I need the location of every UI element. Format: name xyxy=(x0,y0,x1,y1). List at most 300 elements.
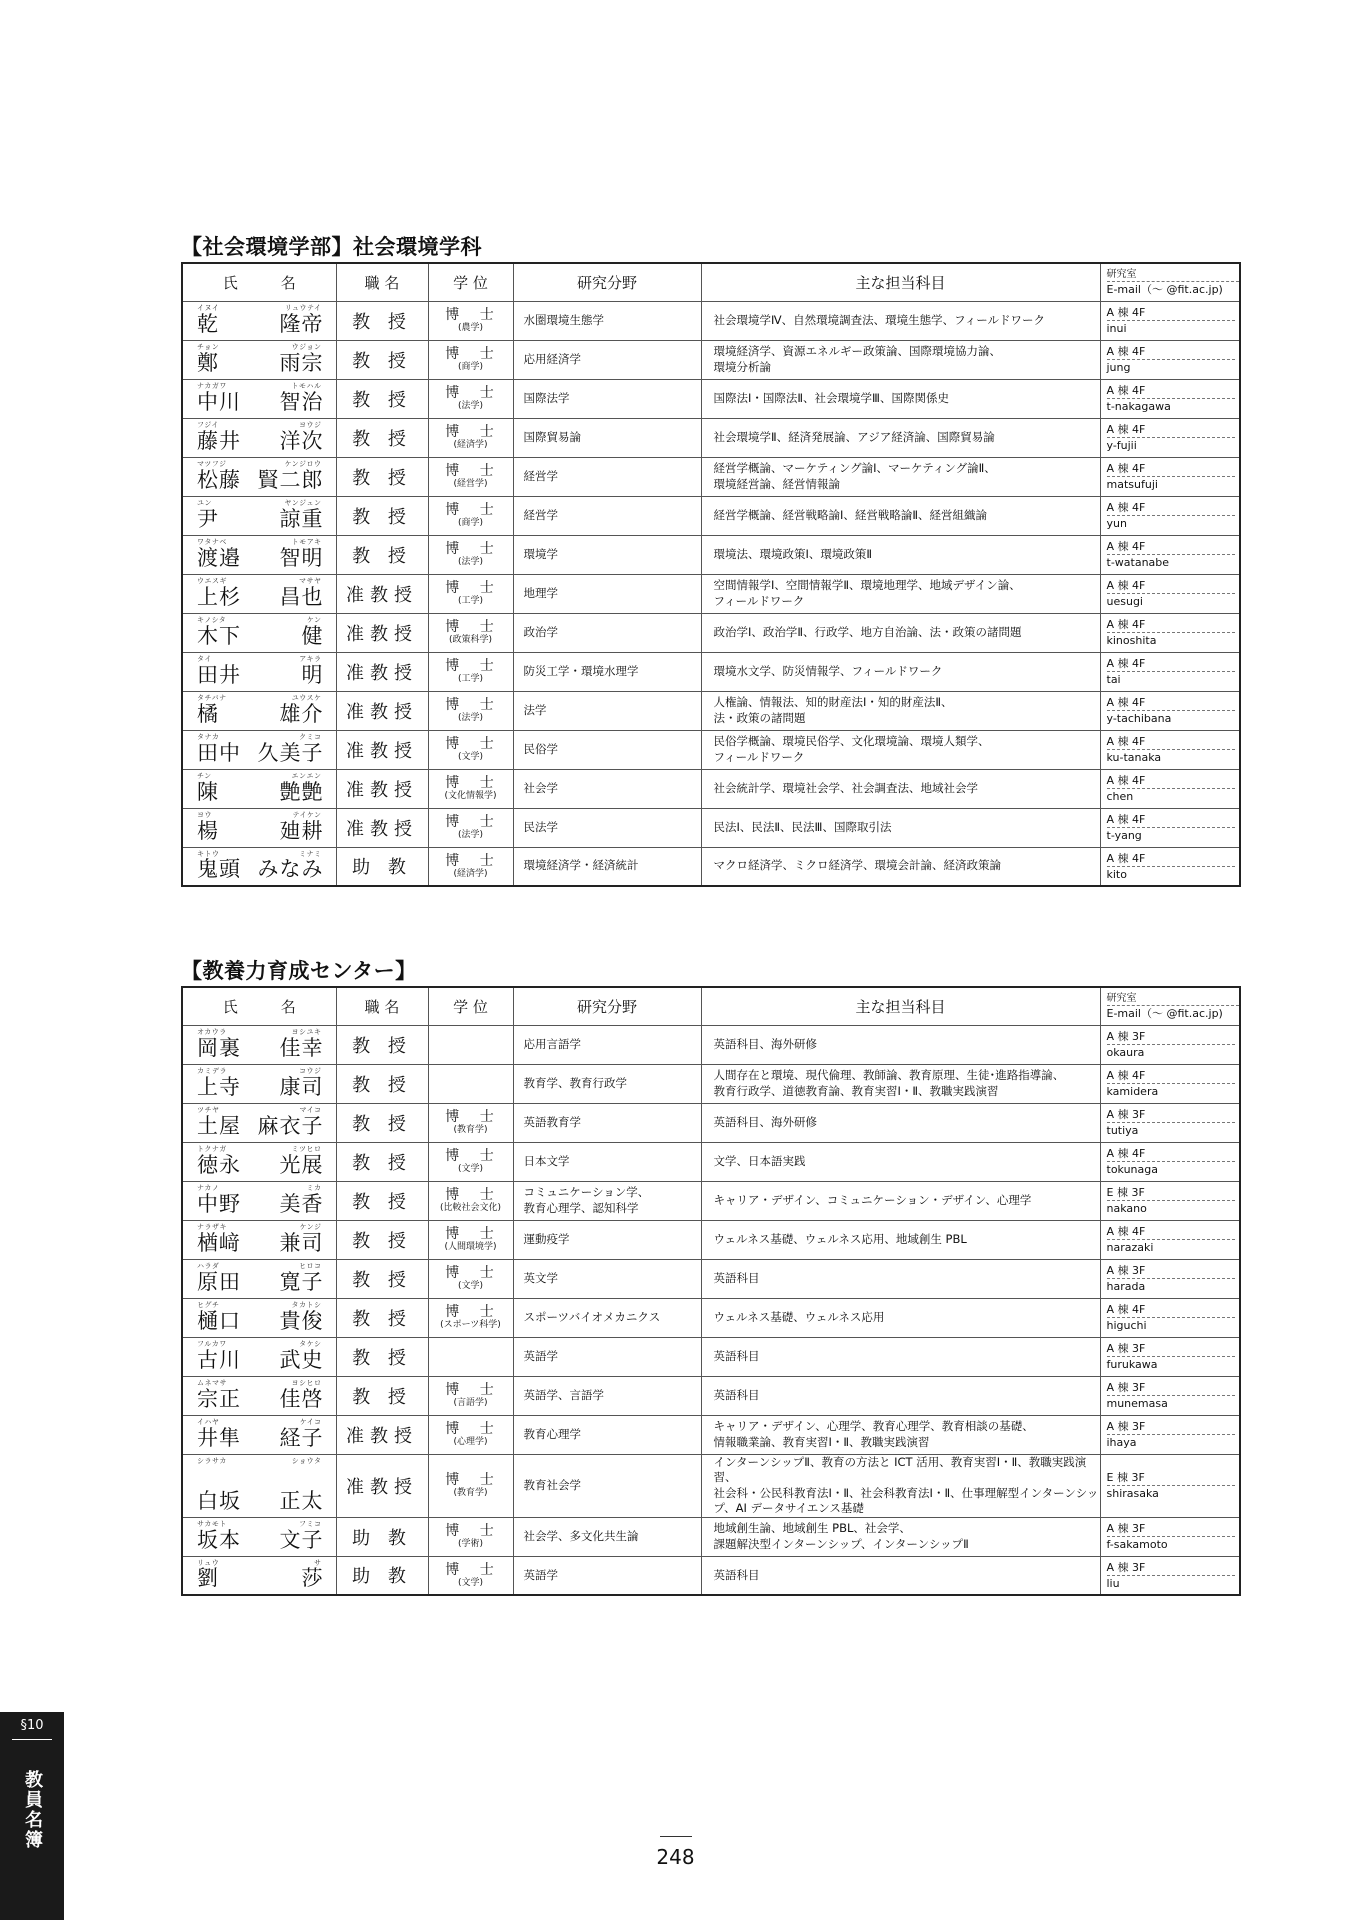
degree: 博 士 xyxy=(445,307,502,323)
email: f-sakamoto xyxy=(1106,1538,1168,1552)
surname-reading: ワタナベ xyxy=(197,537,227,546)
email: higuchi xyxy=(1106,1319,1147,1332)
surname: 土屋 xyxy=(197,1113,241,1138)
research-field: 英文学 xyxy=(513,1259,701,1298)
email: kamidera xyxy=(1106,1085,1159,1098)
room-cell xyxy=(1100,847,1240,886)
degree-field: (工学) xyxy=(457,596,484,606)
position: 准教授 xyxy=(336,769,428,808)
name-cell xyxy=(182,1454,336,1517)
name-cell xyxy=(182,691,336,730)
degree: 博 士 xyxy=(445,1187,502,1203)
name-cell xyxy=(182,418,336,457)
position: 教 授 xyxy=(336,1376,428,1415)
table-row xyxy=(182,1517,1240,1556)
degree-cell xyxy=(428,1298,513,1337)
research-field: 民俗学 xyxy=(513,730,701,769)
degree: 博 士 xyxy=(445,658,502,674)
room: A 棟 3F xyxy=(1107,1263,1236,1279)
subjects: インターンシップⅡ、教育の方法と ICT 活用、教育実習Ⅰ・Ⅱ、教職実践演習、 社会科・公民科教育法Ⅰ・Ⅱ、社会科教育法Ⅰ・Ⅱ、仕事理解型インターンシップ、AI データサイエンス基礎 xyxy=(701,1454,1100,1517)
position: 准教授 xyxy=(336,1415,428,1454)
room: A 棟 4F xyxy=(1107,812,1236,828)
table-row xyxy=(182,379,1240,418)
name-cell xyxy=(182,1142,336,1181)
subjects: 民俗学概論、環境民俗学、文化環境論、環境人類学、 フィールドワーク xyxy=(701,730,1100,769)
position: 准教授 xyxy=(336,574,428,613)
given-name-reading: ヨシユキ xyxy=(291,1027,322,1036)
subjects: キャリア・デザイン、コミュニケーション・デザイン、心理学 xyxy=(701,1181,1100,1220)
degree: 博 士 xyxy=(445,463,502,479)
degree-cell xyxy=(428,1454,513,1517)
given-name: 光展 xyxy=(279,1152,324,1177)
room-cell xyxy=(1100,1517,1240,1556)
email: tokunaga xyxy=(1106,1163,1158,1176)
email: okaura xyxy=(1106,1046,1145,1059)
surname-reading: フジイ xyxy=(197,420,219,429)
email: munemasa xyxy=(1106,1397,1168,1410)
surname-reading: イヌイ xyxy=(197,303,220,312)
degree-cell xyxy=(428,1415,513,1454)
given-name-reading: ヨウジ xyxy=(299,420,322,429)
faculty-table xyxy=(181,986,1241,1596)
room-cell xyxy=(1100,457,1240,496)
section-liberal-arts xyxy=(181,956,1239,1596)
section-side-tab xyxy=(0,1712,64,1920)
room-cell xyxy=(1100,1025,1240,1064)
degree-field: (人間環境学) xyxy=(444,1242,497,1252)
col-position: 職 名 xyxy=(336,987,428,1025)
surname-reading: ヒグチ xyxy=(197,1300,220,1309)
surname-reading: リュウ xyxy=(197,1558,220,1567)
section-title: 【社会環境学部】社会環境学科 xyxy=(181,235,482,259)
research-field: 英語学 xyxy=(513,1337,701,1376)
email: tai xyxy=(1106,673,1121,686)
research-field: 社会学 xyxy=(513,769,701,808)
degree-field: (文学) xyxy=(457,1164,484,1174)
surname: 坂本 xyxy=(197,1527,241,1552)
email: liu xyxy=(1106,1576,1120,1590)
degree-field: (文学) xyxy=(457,752,484,762)
room-cell xyxy=(1100,1556,1240,1595)
subjects: 国際法Ⅰ・国際法Ⅱ、社会環境学Ⅲ、国際関係史 xyxy=(701,379,1100,418)
position: 助 教 xyxy=(336,1517,428,1556)
degree-field: (政策科学) xyxy=(448,635,493,645)
table-row xyxy=(182,1103,1240,1142)
given-name: 健 xyxy=(301,623,324,648)
given-name-reading: ヨシヒロ xyxy=(291,1378,322,1387)
degree-field: (商学) xyxy=(457,518,484,528)
section-label: 教員名簿 xyxy=(22,1770,43,1850)
given-name: 諒重 xyxy=(279,506,324,531)
given-name-reading: ケンジ xyxy=(299,1222,322,1231)
research-field: 社会学、多文化共生論 xyxy=(513,1517,701,1556)
surname-reading: タナカ xyxy=(197,732,220,741)
surname-reading: サカモト xyxy=(197,1519,227,1528)
name-cell xyxy=(182,1556,336,1595)
degree: 博 士 xyxy=(445,1472,502,1489)
surname: 鬼頭 xyxy=(197,857,241,881)
table-row xyxy=(182,652,1240,691)
room-cell xyxy=(1100,808,1240,847)
research-field: 法学 xyxy=(513,691,701,730)
research-field: コミュニケーション学、 教育心理学、認知科学 xyxy=(513,1181,701,1220)
given-name-reading: ヤンジュン xyxy=(284,498,322,507)
research-field: 水圏環境生態学 xyxy=(513,301,701,340)
name-cell xyxy=(182,1064,336,1103)
research-field: 応用言語学 xyxy=(513,1025,701,1064)
name-cell xyxy=(182,1103,336,1142)
room: A 棟 4F xyxy=(1107,734,1236,750)
room-cell xyxy=(1100,535,1240,574)
given-name: 武史 xyxy=(279,1347,324,1372)
given-name: 雨宗 xyxy=(279,350,324,375)
degree: 博 士 xyxy=(445,1148,502,1164)
research-field: 教育学、教育行政学 xyxy=(513,1064,701,1103)
given-name-reading: アキラ xyxy=(299,654,322,663)
degree-field: (経済学) xyxy=(453,440,488,450)
given-name: 康司 xyxy=(279,1074,324,1099)
research-field: 政治学 xyxy=(513,613,701,652)
given-name-reading: ミナミ xyxy=(299,849,322,858)
name-cell xyxy=(182,613,336,652)
email: furukawa xyxy=(1106,1358,1158,1371)
name-cell xyxy=(182,1181,336,1220)
position: 教 授 xyxy=(336,1142,428,1181)
room-cell xyxy=(1100,340,1240,379)
surname: 上杉 xyxy=(197,584,241,609)
degree-cell xyxy=(428,1025,513,1064)
surname: 陳 xyxy=(197,779,219,804)
given-name-reading: クミコ xyxy=(299,732,322,741)
degree-cell xyxy=(428,652,513,691)
position: 教 授 xyxy=(336,1103,428,1142)
research-field: 経営学 xyxy=(513,496,701,535)
name-cell xyxy=(182,379,336,418)
surname: 鄭 xyxy=(197,350,219,375)
surname-reading: ユン xyxy=(197,498,212,507)
email: yun xyxy=(1106,517,1127,530)
room: A 棟 4F xyxy=(1107,1068,1236,1084)
email: kinoshita xyxy=(1106,634,1157,647)
table-row xyxy=(182,1376,1240,1415)
surname: 古川 xyxy=(197,1347,241,1372)
degree: 博 士 xyxy=(445,775,502,791)
position: 助 教 xyxy=(336,1556,428,1595)
degree-field: (言語学) xyxy=(453,1398,488,1408)
room-cell xyxy=(1100,769,1240,808)
degree-field: (経済学) xyxy=(453,868,488,879)
research-field: 教育心理学 xyxy=(513,1415,701,1454)
name-cell xyxy=(182,1298,336,1337)
email: matsufuji xyxy=(1106,478,1158,491)
name-cell xyxy=(182,457,336,496)
surname-reading: イハヤ xyxy=(197,1417,220,1426)
surname-reading: キノシタ xyxy=(197,615,227,624)
room-cell xyxy=(1100,1142,1240,1181)
given-name-reading: テイケン xyxy=(292,810,322,819)
name-cell xyxy=(182,1517,336,1556)
degree: 博 士 xyxy=(445,1226,502,1242)
degree: 博 士 xyxy=(445,385,502,401)
degree-cell xyxy=(428,1259,513,1298)
table-row xyxy=(182,340,1240,379)
subjects: ウェルネス基礎、ウェルネス応用、地域創生 PBL xyxy=(701,1220,1100,1259)
degree-cell xyxy=(428,457,513,496)
surname: 木下 xyxy=(197,623,241,648)
name-cell xyxy=(182,769,336,808)
degree-cell xyxy=(428,535,513,574)
degree-cell xyxy=(428,1517,513,1556)
room-cell xyxy=(1100,1064,1240,1103)
given-name: 久美子 xyxy=(257,740,324,765)
name-cell xyxy=(182,1415,336,1454)
surname-reading: タチバナ xyxy=(197,693,227,702)
given-name-reading: コウジ xyxy=(299,1066,322,1075)
position: 准教授 xyxy=(336,613,428,652)
degree: 博 士 xyxy=(445,502,502,518)
table-row xyxy=(182,691,1240,730)
position: 教 授 xyxy=(336,457,428,496)
subjects: 経営学概論、経営戦略論Ⅰ、経営戦略論Ⅱ、経営組織論 xyxy=(701,496,1100,535)
email: chen xyxy=(1106,790,1134,803)
name-cell xyxy=(182,535,336,574)
room: A 棟 4F xyxy=(1107,500,1236,516)
surname: 田井 xyxy=(197,662,241,687)
given-name: みなみ xyxy=(257,857,324,881)
surname: 上寺 xyxy=(197,1074,241,1099)
research-field: 地理学 xyxy=(513,574,701,613)
room: A 棟 4F xyxy=(1107,383,1236,399)
surname: 渡邉 xyxy=(197,545,241,570)
name-cell xyxy=(182,652,336,691)
position: 教 授 xyxy=(336,1298,428,1337)
research-field: 防災工学・環境水理学 xyxy=(513,652,701,691)
degree-cell xyxy=(428,691,513,730)
room-cell xyxy=(1100,1259,1240,1298)
degree-cell xyxy=(428,1142,513,1181)
subjects: 政治学Ⅰ、政治学Ⅱ、行政学、地方自治論、法・政策の諸問題 xyxy=(701,613,1100,652)
surname-reading: ムネマサ xyxy=(197,1378,227,1387)
room: A 棟 3F xyxy=(1107,1419,1236,1435)
given-name: 麻衣子 xyxy=(257,1113,324,1138)
room: A 棟 4F xyxy=(1107,539,1236,555)
given-name: 隆帝 xyxy=(279,311,324,336)
name-cell xyxy=(182,496,336,535)
degree-field: (文学) xyxy=(457,1577,484,1588)
degree: 博 士 xyxy=(445,814,502,830)
subjects: 社会統計学、環境社会学、社会調査法、地域社会学 xyxy=(701,769,1100,808)
email: ihaya xyxy=(1106,1436,1137,1449)
room: A 棟 4F xyxy=(1107,578,1236,594)
room: A 棟 4F xyxy=(1107,851,1236,867)
degree-field: (法学) xyxy=(457,830,484,840)
subjects: 人間存在と環境、現代倫理、教師論、教育原理、生徒･進路指導論、 教育行政学、道徳教育論、教育実習Ⅰ・Ⅱ、教職実践演習 xyxy=(701,1064,1100,1103)
table-row xyxy=(182,1025,1240,1064)
table-row xyxy=(182,808,1240,847)
table-row xyxy=(182,535,1240,574)
degree-field: (心理学) xyxy=(453,1437,488,1447)
position: 教 授 xyxy=(336,418,428,457)
degree-field: (教育学) xyxy=(453,1125,488,1135)
room-cell xyxy=(1100,613,1240,652)
email: inui xyxy=(1106,322,1127,335)
name-cell xyxy=(182,1025,336,1064)
name-cell xyxy=(182,1337,336,1376)
subjects: 民法Ⅰ、民法Ⅱ、民法Ⅲ、国際取引法 xyxy=(701,808,1100,847)
col-room: 研究室 E-mail（〜 @fit.ac.jp) xyxy=(1100,987,1240,1025)
research-field: 環境学 xyxy=(513,535,701,574)
subjects: 環境経済学、資源エネルギー政策論、国際環境協力論、 環境分析論 xyxy=(701,340,1100,379)
given-name: 智明 xyxy=(279,545,324,570)
research-field: 環境経済学・経済統計 xyxy=(513,847,701,886)
table-row xyxy=(182,1556,1240,1595)
given-name-reading: エンエン xyxy=(291,771,322,780)
research-field: 英語学 xyxy=(513,1556,701,1595)
table-row xyxy=(182,418,1240,457)
email: tutiya xyxy=(1106,1124,1139,1137)
given-name-reading: サ xyxy=(314,1558,322,1567)
given-name-reading: ユウスケ xyxy=(291,693,322,702)
position: 教 授 xyxy=(336,535,428,574)
col-name: 氏 名 xyxy=(182,987,336,1025)
table-row xyxy=(182,1415,1240,1454)
table-row xyxy=(182,301,1240,340)
room-cell xyxy=(1100,418,1240,457)
degree-cell xyxy=(428,1181,513,1220)
research-field: 民法学 xyxy=(513,808,701,847)
room: A 棟 3F xyxy=(1107,1341,1236,1357)
col-name: 氏 名 xyxy=(182,263,336,301)
name-cell xyxy=(182,808,336,847)
given-name: 貴俊 xyxy=(279,1308,324,1333)
surname: 岡裏 xyxy=(197,1035,241,1060)
surname-reading: マツフジ xyxy=(197,459,227,468)
position: 教 授 xyxy=(336,301,428,340)
degree-cell xyxy=(428,418,513,457)
given-name: 寛子 xyxy=(279,1269,324,1294)
degree-field: (法学) xyxy=(457,557,484,567)
surname: 尹 xyxy=(197,506,219,531)
surname-reading: フルカワ xyxy=(197,1339,227,1348)
degree-field: (経営学) xyxy=(453,479,488,489)
degree-field: (学術) xyxy=(457,1539,484,1550)
given-name-reading: マイコ xyxy=(299,1105,322,1114)
degree: 博 士 xyxy=(445,736,502,752)
given-name: 兼司 xyxy=(279,1230,324,1255)
section-social-env xyxy=(181,232,1239,887)
degree-field: (比較社会文化) xyxy=(439,1203,502,1213)
given-name-reading: ショウタ xyxy=(291,1456,322,1465)
given-name-reading: ヒロコ xyxy=(299,1261,322,1270)
degree: 博 士 xyxy=(445,852,502,869)
page-number: 248 xyxy=(656,1845,695,1869)
room: E 棟 3F xyxy=(1107,1185,1236,1201)
given-name: 雄介 xyxy=(279,701,324,726)
degree-field: (工学) xyxy=(457,674,484,684)
given-name: 賢二郎 xyxy=(257,467,324,492)
degree-cell xyxy=(428,730,513,769)
table-row xyxy=(182,1337,1240,1376)
research-field: 教育社会学 xyxy=(513,1454,701,1517)
room-cell xyxy=(1100,1376,1240,1415)
surname: 松藤 xyxy=(197,467,241,492)
table-row xyxy=(182,730,1240,769)
given-name-reading: ミツヒロ xyxy=(291,1144,322,1153)
section-title: 【教養力育成センター】 xyxy=(181,959,417,983)
room-cell xyxy=(1100,1337,1240,1376)
given-name-reading: ケイコ xyxy=(299,1417,322,1426)
degree-cell xyxy=(428,340,513,379)
position: 准教授 xyxy=(336,652,428,691)
name-cell xyxy=(182,340,336,379)
room: A 棟 4F xyxy=(1107,617,1236,633)
position: 教 授 xyxy=(336,1220,428,1259)
research-field: 経営学 xyxy=(513,457,701,496)
surname-reading: ナカノ xyxy=(197,1183,220,1192)
given-name-reading: トモアキ xyxy=(291,537,322,546)
name-cell xyxy=(182,1259,336,1298)
research-field: 英語学、言語学 xyxy=(513,1376,701,1415)
given-name: 佳幸 xyxy=(279,1035,324,1060)
degree-cell xyxy=(428,1220,513,1259)
degree: 博 士 xyxy=(445,424,502,440)
surname-reading: ヨウ xyxy=(197,810,212,819)
given-name-reading: タカトシ xyxy=(291,1300,322,1309)
name-cell xyxy=(182,1376,336,1415)
page-number-rule xyxy=(660,1836,692,1837)
table-row xyxy=(182,1181,1240,1220)
given-name: 佳啓 xyxy=(279,1386,324,1411)
position: 准教授 xyxy=(336,730,428,769)
email: t-yang xyxy=(1106,829,1142,842)
room: A 棟 4F xyxy=(1107,461,1236,477)
subjects: 英語科目、海外研修 xyxy=(701,1103,1100,1142)
room-cell xyxy=(1100,379,1240,418)
surname: 中野 xyxy=(197,1191,241,1216)
degree-cell xyxy=(428,1103,513,1142)
given-name-reading: マサヤ xyxy=(299,576,322,585)
degree-field: (法学) xyxy=(457,713,484,723)
position: 教 授 xyxy=(336,496,428,535)
given-name: 明 xyxy=(301,662,324,687)
given-name: 莎 xyxy=(301,1566,324,1591)
table-header xyxy=(182,263,1240,301)
degree-cell xyxy=(428,769,513,808)
room: A 棟 4F xyxy=(1107,695,1236,711)
table-row xyxy=(182,496,1240,535)
subjects: 人権論、情報法、知的財産法Ⅰ・知的財産法Ⅱ、 法・政策の諸問題 xyxy=(701,691,1100,730)
position: 准教授 xyxy=(336,1454,428,1517)
given-name: 洋次 xyxy=(279,428,324,453)
room: A 棟 4F xyxy=(1107,305,1236,321)
table-row xyxy=(182,847,1240,886)
room: A 棟 4F xyxy=(1107,1302,1236,1318)
email: t-watanabe xyxy=(1106,556,1170,569)
degree-cell xyxy=(428,1376,513,1415)
room-cell xyxy=(1100,691,1240,730)
surname: 楊 xyxy=(197,818,219,843)
degree: 博 士 xyxy=(445,697,502,713)
col-room: 研究室 E-mail（〜 @fit.ac.jp) xyxy=(1100,263,1240,301)
surname: 橘 xyxy=(197,701,219,726)
given-name: 経子 xyxy=(279,1425,324,1450)
degree-field: (文化情報学) xyxy=(444,791,497,801)
table-row xyxy=(182,1142,1240,1181)
research-field: スポーツバイオメカニクス xyxy=(513,1298,701,1337)
degree-cell xyxy=(428,574,513,613)
room: A 棟 3F xyxy=(1107,1107,1236,1123)
subjects: キャリア・デザイン、心理学、教育心理学、教育相談の基礎、 情報職業論、教育実習Ⅰ・Ⅱ、教職実践演習 xyxy=(701,1415,1100,1454)
